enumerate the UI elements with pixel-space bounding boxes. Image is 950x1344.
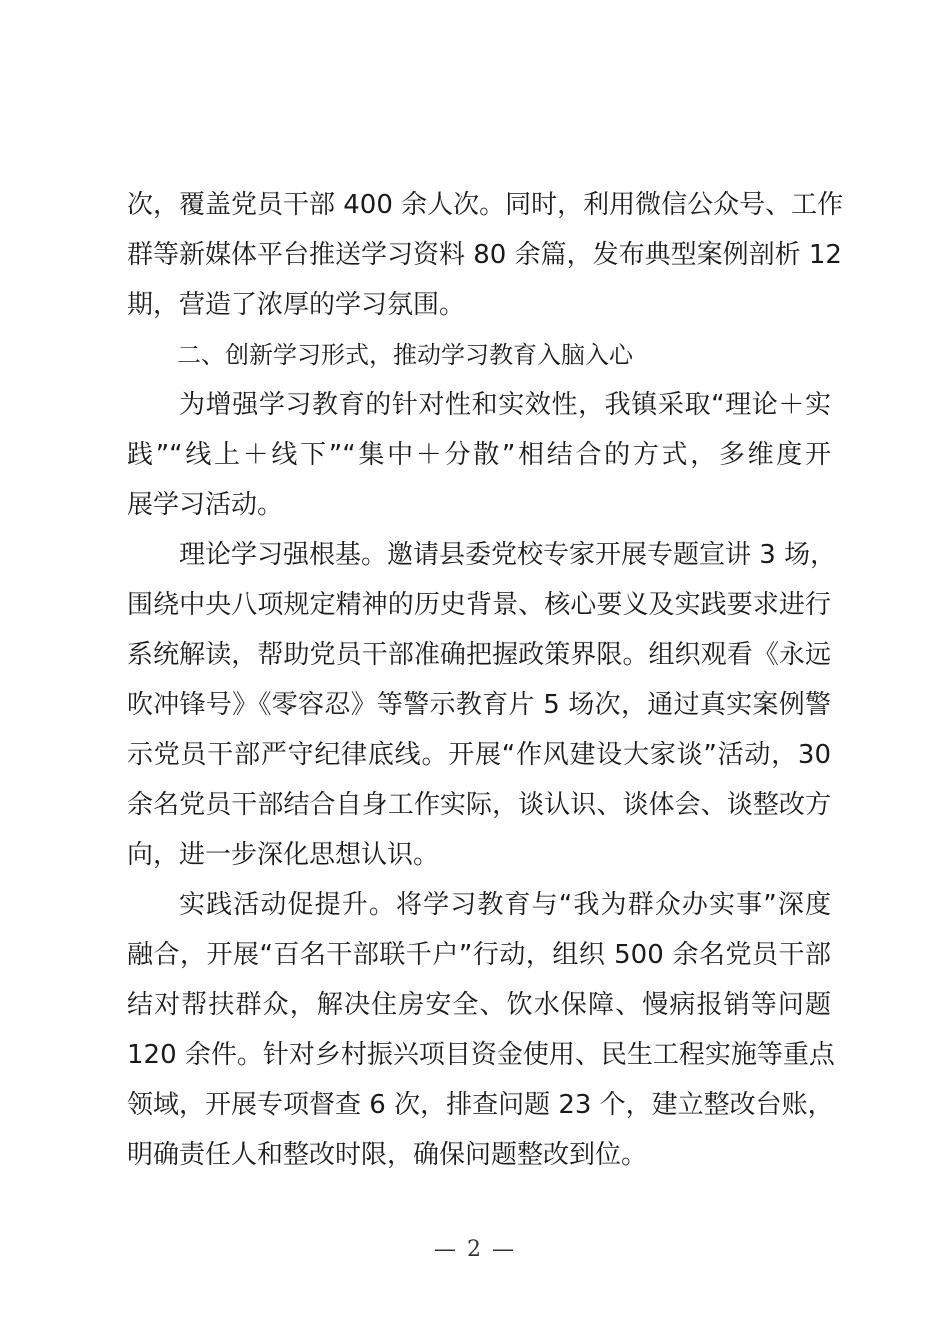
paragraph-line: 展学习活动。 bbox=[127, 490, 284, 520]
document-body bbox=[127, 180, 844, 1180]
paragraph-line: 实践活动促提升。将学习教育与“我为群众办实事”深度 bbox=[179, 890, 831, 920]
paragraph-line: 围绕中央八项规定精神的历史背景、核心要义及实践要求进行 bbox=[127, 590, 831, 620]
paragraph-line: 示党员干部严守纪律底线。开展“作风建设大家谈”活动，30 bbox=[127, 740, 831, 770]
paragraph bbox=[127, 530, 837, 880]
paragraph-line: 次，覆盖党员干部 400 余人次。同时，利用微信公众号、工作 bbox=[127, 190, 844, 220]
paragraph-line: 为增强学习教育的针对性和实效性，我镇采取“理论＋实 bbox=[179, 390, 831, 420]
paragraph-line: 理论学习强根基。邀请县委党校专家开展专题宣讲 3 场， bbox=[179, 540, 837, 570]
paragraph-line: 结对帮扶群众，解决住房安全、饮水保障、慢病报销等问题 bbox=[127, 990, 831, 1020]
paragraph-line: 120 余件。针对乡村振兴项目资金使用、民生工程实施等重点 bbox=[127, 1040, 835, 1070]
heading-text: 二、创新学习形式，推动学习教育入脑入心 bbox=[177, 341, 633, 369]
paragraph-line: 践”“线上＋线下”“集中＋分散”相结合的方式，多维度开 bbox=[127, 440, 831, 470]
paragraph-line: 期，营造了浓厚的学习氛围。 bbox=[127, 290, 466, 320]
paragraph-line: 向，进一步深化思想认识。 bbox=[127, 840, 440, 870]
paragraph-line: 系统解读，帮助党员干部准确把握政策界限。组织观看《永远 bbox=[127, 640, 831, 670]
paragraph-line: 余名党员干部结合自身工作实际，谈认识、谈体会、谈整改方 bbox=[127, 790, 831, 820]
paragraph-line: 明确责任人和整改时限，确保问题整改到位。 bbox=[127, 1140, 648, 1170]
paragraph bbox=[127, 880, 835, 1180]
paragraph-line: 领域，开展专项督查 6 次，排查问题 23 个，建立整改台账， bbox=[127, 1090, 834, 1120]
paragraph-line: 吹冲锋号》《零容忍》等警示教育片 5 场次，通过真实案例警 bbox=[127, 690, 831, 720]
paragraph-line: 群等新媒体平台推送学习资料 80 余篇，发布典型案例剖析 12 bbox=[127, 240, 842, 270]
page-number: — 2 — bbox=[434, 1237, 516, 1262]
paragraph-line: 融合，开展“百名干部联千户”行动，组织 500 余名党员干部 bbox=[127, 940, 831, 970]
section-heading bbox=[127, 330, 831, 380]
paragraph bbox=[127, 180, 844, 330]
paragraph bbox=[127, 380, 831, 530]
